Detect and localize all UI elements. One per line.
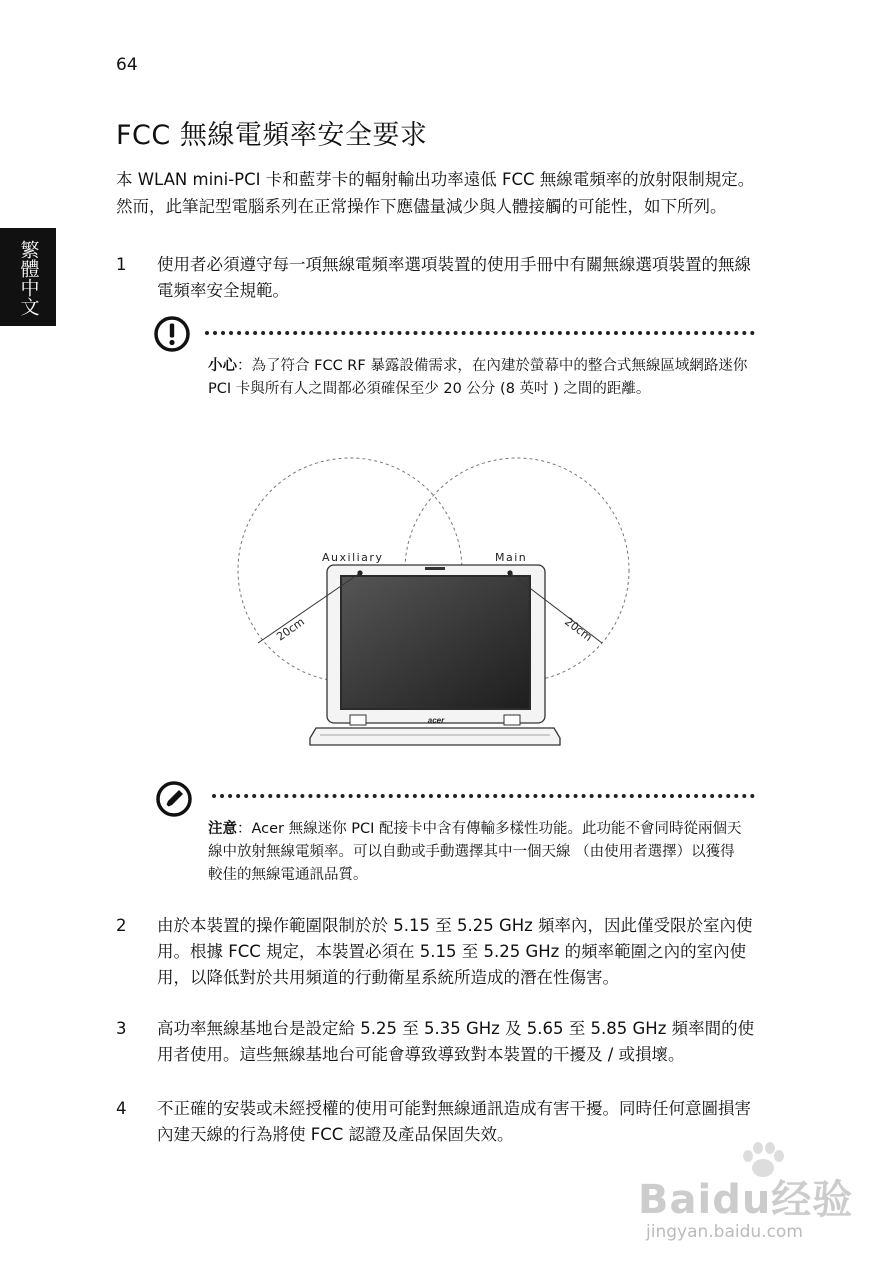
note-text bbox=[208, 818, 748, 887]
caution-divider bbox=[205, 331, 755, 335]
main-label: Main bbox=[495, 551, 528, 564]
laptop-illustration bbox=[310, 565, 560, 745]
auxiliary-label: Auxiliary bbox=[322, 551, 384, 564]
side-tab-label: 繁體中文 bbox=[17, 240, 40, 316]
caution-text bbox=[208, 355, 748, 401]
caution-icon bbox=[153, 315, 191, 353]
list-item-number: 2 bbox=[116, 916, 127, 935]
laptop-logo: acer bbox=[427, 716, 445, 725]
note-body: ：Acer 無線迷你 PCI 配接卡中含有傳輸多樣性功能。此功能不會同時從兩個天線中放射無線電頻率。可以自動或手動選擇其中一個天線 （由使用者選擇）以獲得較佳的無線電通訊品質。 bbox=[208, 821, 742, 883]
list-item-text: 使用者必須遵守每一項無線電頻率選項裝置的使用手冊中有關無線選項裝置的無線電頻率安全規範。 bbox=[157, 255, 751, 300]
page-title: FCC 無線電頻率安全要求 bbox=[116, 120, 428, 151]
antenna-distance-diagram bbox=[230, 445, 640, 750]
note-pencil-icon bbox=[155, 780, 193, 818]
main-distance-label: 20cm bbox=[562, 615, 595, 644]
list-item-text: 高功率無線基地台是設定給 5.25 至 5.35 GHz 及 5.65 至 5.85 GHz 頻率間的使用者使用。這些無線基地台可能會導致導致對本裝置的干擾及 / 或損壞。 bbox=[157, 1019, 755, 1064]
page-number: 64 bbox=[116, 55, 138, 75]
list-item-number: 4 bbox=[116, 1099, 127, 1118]
watermark-url: jingyan.baidu.com bbox=[646, 1222, 803, 1242]
auxiliary-distance-label: 20cm bbox=[274, 615, 307, 644]
list-item-text: 不正確的安裝或未經授權的使用可能對無線通訊造成有害干擾。同時任何意圖損害內建天線的行為將使 FCC 認證及產品保固失效。 bbox=[157, 1099, 751, 1144]
list-item-number: 1 bbox=[116, 255, 127, 274]
intro-paragraph: 本 WLAN mini-PCI 卡和藍芽卡的輻射輸出功率遠低 FCC 無線電頻率的放射限制規定。然而，此筆記型電腦系列在正常操作下應儘量減少與人體接觸的可能性，如下所列。 bbox=[116, 170, 755, 216]
note-divider bbox=[212, 794, 755, 798]
list-item-text: 由於本裝置的操作範圍限制於於 5.15 至 5.25 GHz 頻率內，因此僅受限於室內使用。根據 FCC 規定，本裝置必須在 5.15 至 5.25 GHz 的頻率範圍之內的室內使用，以降低對於共用頻道的行動衛星系統所造成的潛在性傷害。 bbox=[157, 916, 753, 987]
caution-body: ：為了符合 FCC RF 暴露設備需求，在內建於螢幕中的整合式無線區域網路迷你 PCI 卡與所有人之間都必須確保至少 20 公分 (8 英吋 ) 之間的距離。 bbox=[208, 358, 748, 397]
watermark-brand: Baidu经验 bbox=[638, 1177, 854, 1223]
note-label: 注意 bbox=[208, 821, 237, 837]
language-side-tab bbox=[0, 228, 56, 326]
list-item-number: 3 bbox=[116, 1019, 127, 1038]
baidu-watermark bbox=[628, 1140, 868, 1250]
caution-label: 小心 bbox=[208, 358, 237, 374]
